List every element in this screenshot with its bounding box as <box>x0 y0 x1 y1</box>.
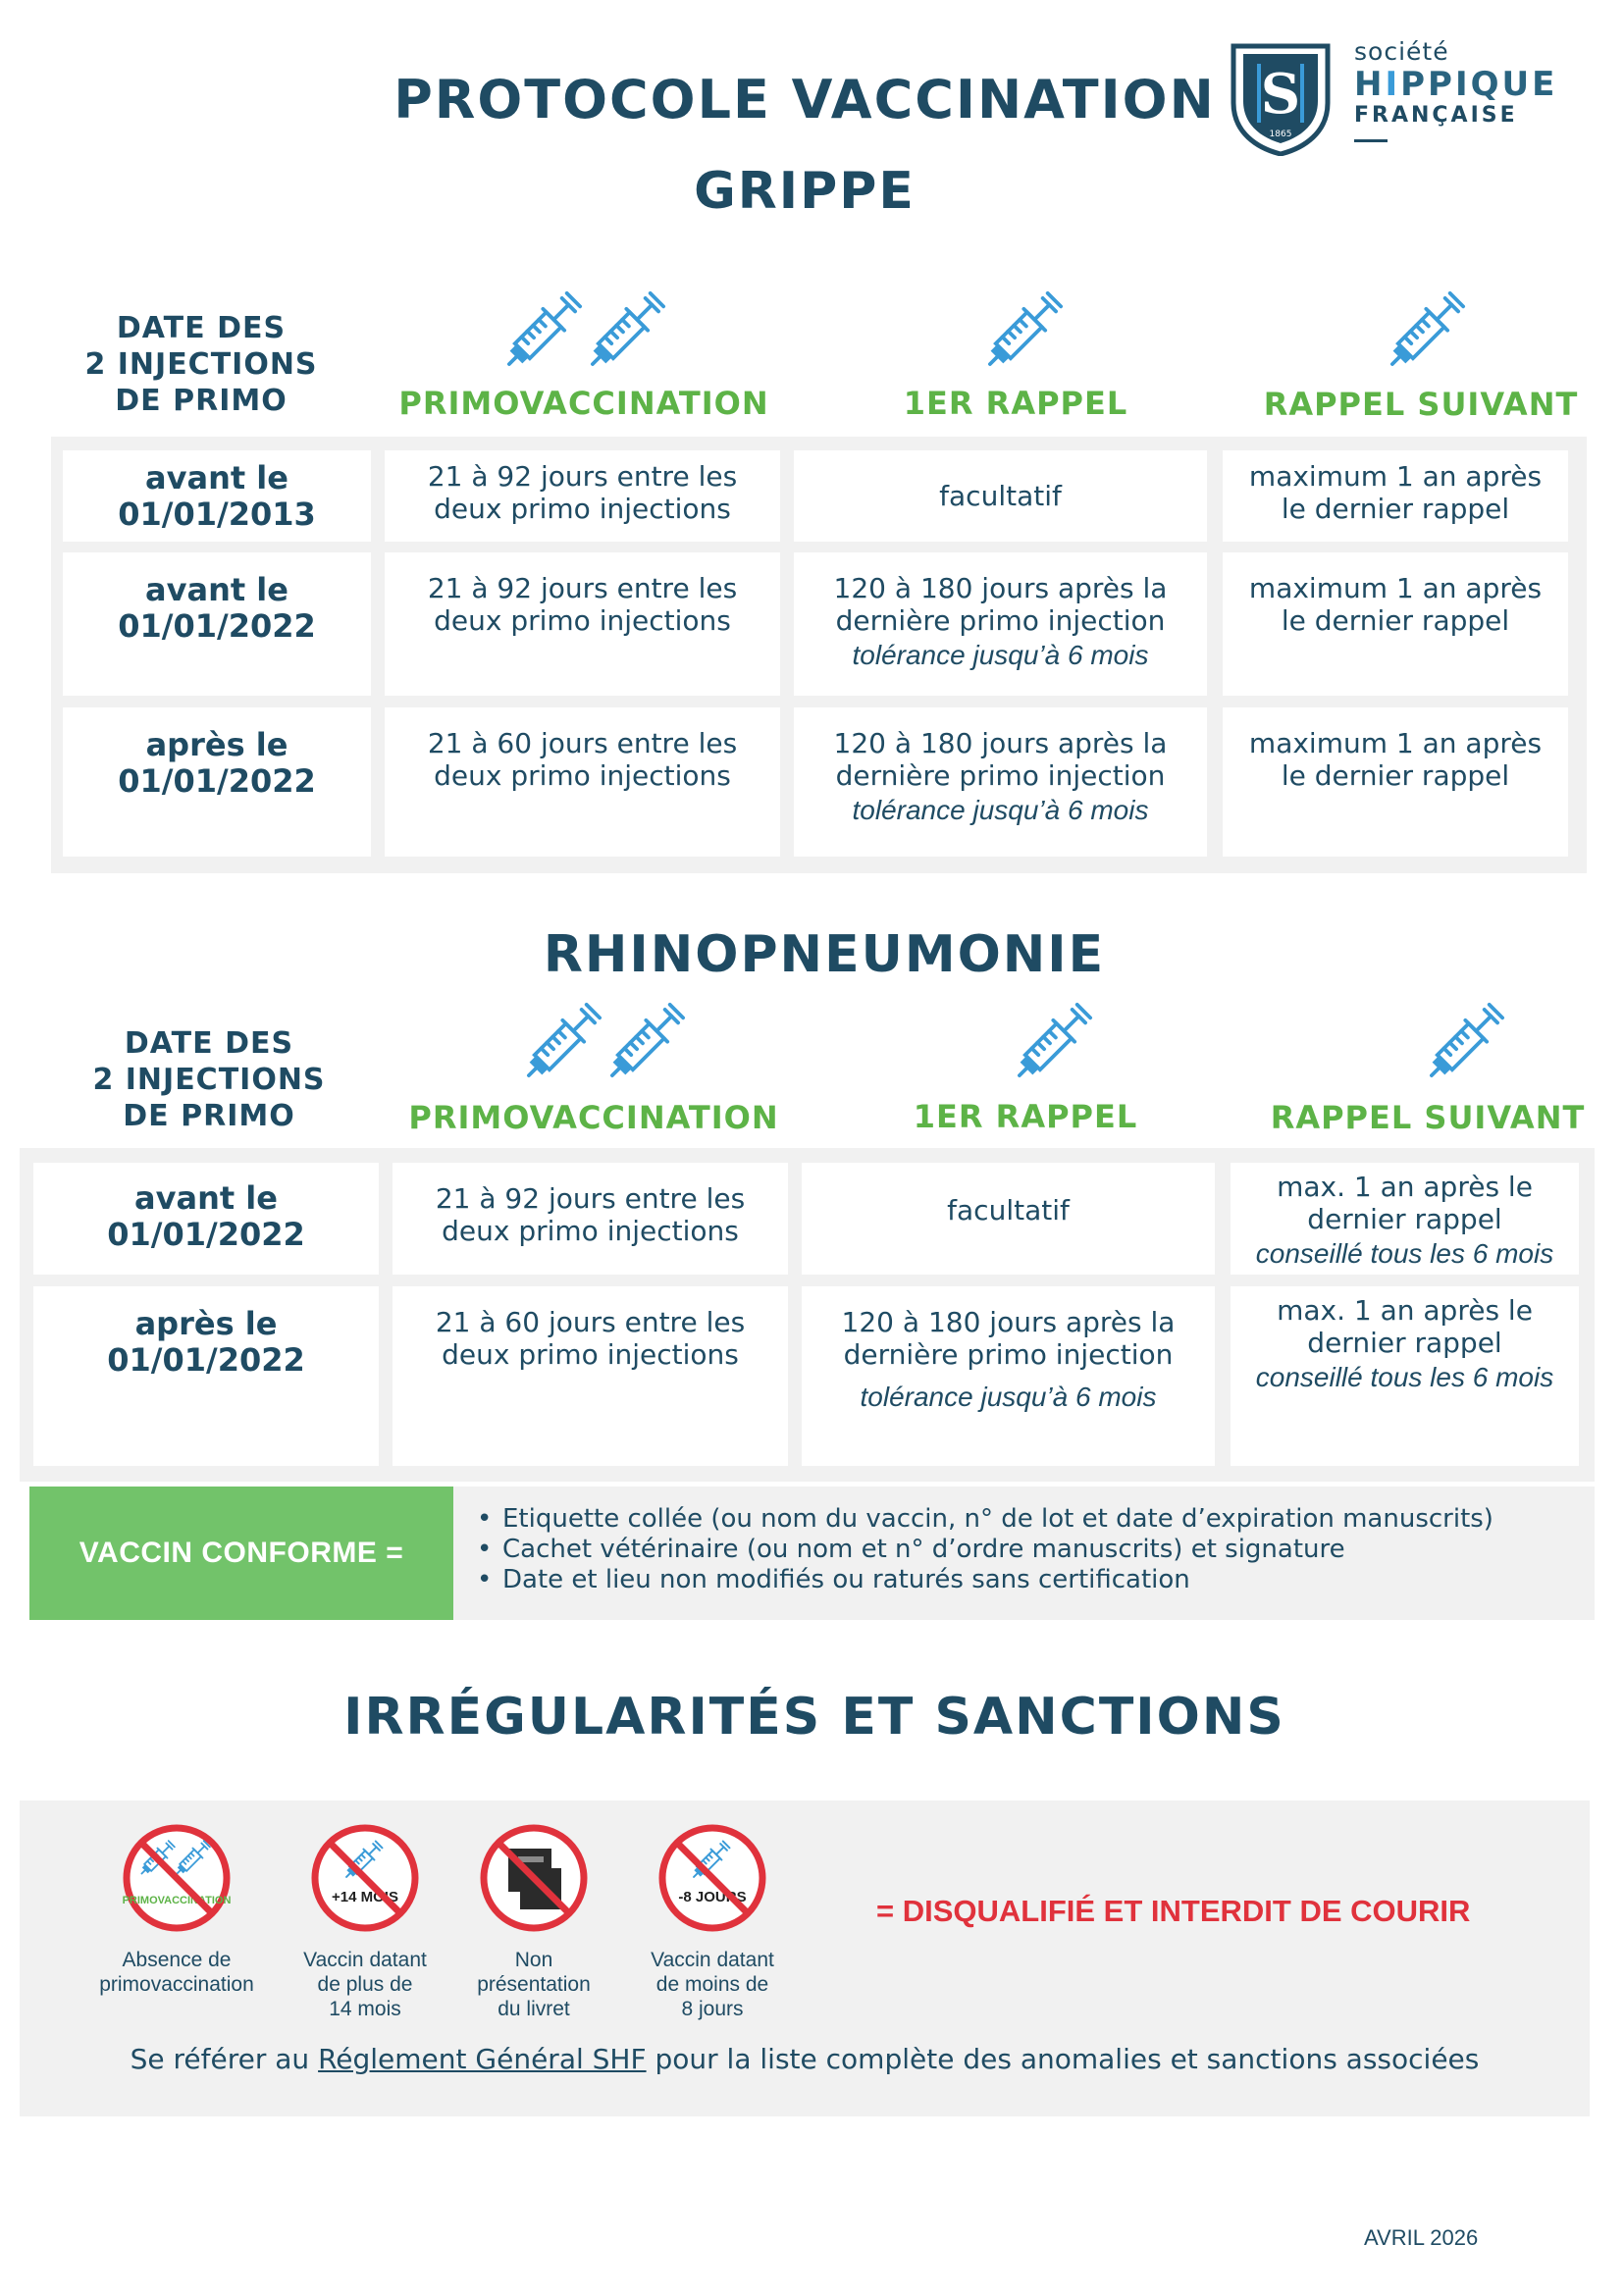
list-item: • Date et lieu non modifiés ou raturés sans certification <box>473 1565 1595 1595</box>
rhino-row1-rappel1: facultatif <box>802 1163 1215 1275</box>
grippe-row2-rappel1: 120 à 180 jours après la dernière primo injection tolérance jusqu’à 6 mois <box>794 552 1207 696</box>
svg-text:S: S <box>1260 62 1301 127</box>
rhino-col-rappel-suivant: RAPPEL SUIVANT <box>1270 1099 1586 1136</box>
vaccine-under-8-days-icon <box>657 1823 767 1933</box>
grippe-col-date: DATE DES 2 INJECTIONS DE PRIMO <box>84 311 318 418</box>
grippe-row3-suivant: maximum 1 an après le dernier rappel <box>1223 707 1568 857</box>
sign-label-livret: Non présentation du livret <box>477 1949 591 2020</box>
vaccin-conforme-list <box>453 1487 1595 1620</box>
grippe-row3-primo: 21 à 60 jours entre les deux primo injections <box>385 707 780 857</box>
logo-line3: FRANÇAISE <box>1354 103 1518 128</box>
grippe-row1-rappel1: facultatif <box>794 450 1207 542</box>
grippe-row3-rappel1: 120 à 180 jours après la dernière primo injection tolérance jusqu’à 6 mois <box>794 707 1207 857</box>
rhino-section-title: RHINOPNEUMONIE <box>543 925 1106 984</box>
footer-date: AVRIL 2026 <box>1364 2225 1479 2250</box>
grippe-row3-date: après le 01/01/2022 <box>63 707 371 857</box>
page-title: PROTOCOLE VACCINATION <box>393 69 1216 130</box>
shf-shield-logo <box>1230 42 1332 156</box>
grippe-row1-primo: 21 à 92 jours entre les deux primo injections <box>385 450 780 542</box>
svg-text:+14 MOIS: +14 MOIS <box>332 1889 398 1905</box>
syringe-icon <box>1379 285 1472 378</box>
rhino-row1-suivant: max. 1 an après le dernier rappel conseillé tous les 6 mois <box>1231 1163 1579 1275</box>
logo-year: 1865 <box>1269 130 1292 139</box>
syringe-icon <box>599 996 692 1089</box>
rhino-row2-primo: 21 à 60 jours entre les deux primo injections <box>393 1286 788 1466</box>
list-item: • Etiquette collée (ou nom du vaccin, n° de lot et date d’expiration manuscrits) <box>473 1504 1595 1535</box>
rhino-row2-rappel1: 120 à 180 jours après la dernière primo injection tolérance jusqu’à 6 mois <box>802 1286 1215 1466</box>
rhino-col-rappel1: 1ER RAPPEL <box>913 1098 1138 1135</box>
no-primovaccination-icon <box>122 1823 232 1933</box>
logo-dash <box>1354 139 1388 142</box>
grippe-row2-date: avant le 01/01/2022 <box>63 552 371 696</box>
sign-label-8-jours: Vaccin datant de moins de 8 jours <box>651 1949 774 2020</box>
rhino-row1-date: avant le 01/01/2022 <box>33 1163 379 1275</box>
syringe-icon <box>976 285 1070 378</box>
svg-text:PRIMOVACCINATION: PRIMOVACCINATION <box>122 1895 232 1906</box>
sign-label-primo: Absence de primovaccination <box>99 1949 254 1996</box>
rhino-row2-date: après le 01/01/2022 <box>33 1286 379 1466</box>
list-item: • Cachet vétérinaire (ou nom et n° d’ordre manuscrits) et signature <box>473 1535 1595 1565</box>
no-booklet-icon <box>479 1823 589 1933</box>
disqualification-text: = DISQUALIFIÉ ET INTERDIT DE COURIR <box>876 1894 1471 1928</box>
rhino-row1-primo: 21 à 92 jours entre les deux primo injections <box>393 1163 788 1275</box>
grippe-row1-date: avant le 01/01/2013 <box>63 450 371 542</box>
reference-text: Se référer au Réglement Général SHF pour la liste complète des anomalies et sanctions associées <box>130 2043 1480 2075</box>
grippe-col-primo: PRIMOVACCINATION <box>398 385 769 422</box>
grippe-section-title: GRIPPE <box>694 162 916 221</box>
sign-label-14-mois: Vaccin datant de plus de 14 mois <box>303 1949 427 2020</box>
syringe-icon <box>496 285 589 378</box>
rhino-row2-suivant: max. 1 an après le dernier rappel conseillé tous les 6 mois <box>1231 1286 1579 1466</box>
grippe-col-rappel1: 1ER RAPPEL <box>903 385 1128 422</box>
rhino-col-date: DATE DES 2 INJECTIONS DE PRIMO <box>92 1026 326 1133</box>
logo-line1: société <box>1354 37 1449 66</box>
syringe-icon <box>515 996 608 1089</box>
grippe-row1-suivant: maximum 1 an après le dernier rappel <box>1223 450 1568 542</box>
syringe-icon <box>579 285 672 378</box>
vaccin-conforme-label: VACCIN CONFORME = <box>29 1487 453 1620</box>
grippe-col-rappel-suivant: RAPPEL SUIVANT <box>1263 386 1579 423</box>
grippe-row2-suivant: maximum 1 an après le dernier rappel <box>1223 552 1568 696</box>
syringe-icon <box>1418 996 1511 1089</box>
reglement-link[interactable]: Réglement Général SHF <box>318 2043 647 2075</box>
svg-text:-8 JOURS: -8 JOURS <box>678 1889 747 1905</box>
vaccine-over-14-months-icon <box>310 1823 420 1933</box>
shf-wordmark <box>1354 37 1557 142</box>
logo-line2: HIPPIQUE <box>1354 65 1558 104</box>
syringe-icon <box>1006 996 1099 1089</box>
grippe-row2-primo: 21 à 92 jours entre les deux primo injections <box>385 552 780 696</box>
sanctions-title: IRRÉGULARITÉS ET SANCTIONS <box>343 1688 1285 1747</box>
rhino-col-primo: PRIMOVACCINATION <box>408 1099 779 1136</box>
